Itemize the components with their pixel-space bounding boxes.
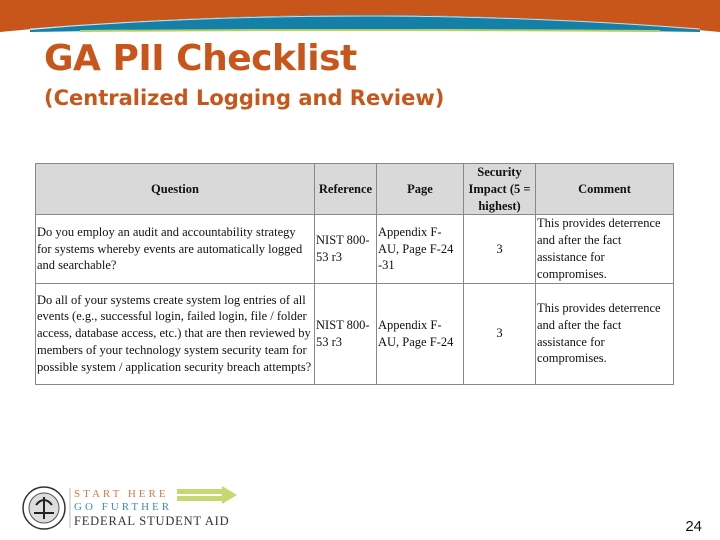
department-seal-icon [23, 487, 65, 529]
impact-cell: 3 [464, 283, 536, 384]
reference-cell: NIST 800-53 r3 [315, 215, 377, 283]
comment-cell: This provides deterrence and after the fact assistance for compromises. [536, 283, 674, 384]
page-cell: Appendix F-AU, Page F-24 -31 [377, 215, 464, 283]
header-security-impact: Security Impact (5 = highest) [464, 164, 536, 215]
page-number: 24 [685, 518, 702, 535]
header-page: Page [377, 164, 464, 215]
reference-cell: NIST 800-53 r3 [315, 283, 377, 384]
impact-cell: 3 [464, 215, 536, 283]
header-reference: Reference [315, 164, 377, 215]
header-comment: Comment [536, 164, 674, 215]
question-cell: Do all of your systems create system log entries of all events (e.g., successful login, failed login, file / folder access, database access, etc.) that are then reviewed by members of your technology system security team for possible system / application security breach attempts? [36, 283, 315, 384]
logo-line-2: GO FURTHER [74, 501, 173, 513]
page-cell: Appendix F-AU, Page F-24 [377, 283, 464, 384]
checklist-table [35, 163, 674, 385]
logo-line-1: START HERE [74, 488, 169, 500]
arrow-graphic [177, 486, 237, 504]
page-title: GA PII Checklist [44, 38, 357, 79]
table-header-row [36, 164, 674, 215]
table-row [36, 283, 674, 384]
federal-student-aid-logo [22, 483, 252, 533]
page-subtitle: (Centralized Logging and Review) [44, 86, 445, 110]
question-cell: Do you employ an audit and accountability strategy for systems whereby events are automatically logged and searchable? [36, 215, 315, 283]
table-row [36, 215, 674, 283]
comment-cell: This provides deterrence and after the fact assistance for compromises. [536, 215, 674, 283]
logo-line-3: FEDERAL STUDENT AID [74, 514, 230, 528]
header-question: Question [36, 164, 315, 215]
